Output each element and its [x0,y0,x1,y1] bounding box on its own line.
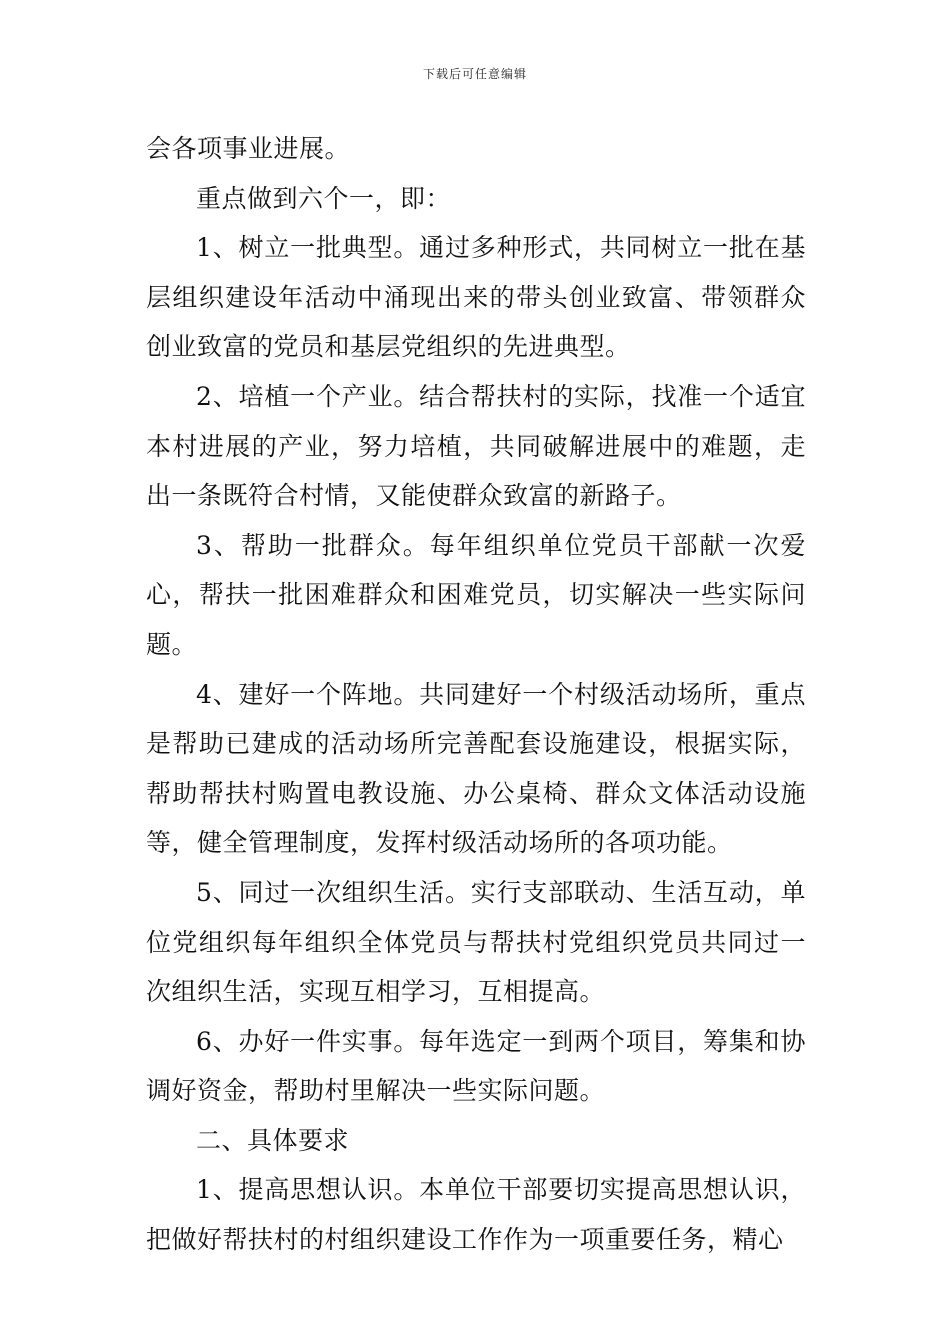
paragraph-item-2-industry: 2、培植一个产业。结合帮扶村的实际，找准一个适宜本村进展的产业，努力培植，共同破解进展中的难题，走出一条既符合村情，又能使群众致富的新路子。 [146,381,806,511]
section-heading-requirements: 二、具体要求 [196,1125,350,1155]
document-body [146,124,806,1265]
paragraph-six-ones-intro: 重点做到六个一，即： [196,183,452,213]
paragraph-item-1-models: 1、树立一批典型。通过多种形式，共同树立一批在基层组织建设年活动中涌现出来的带头创业致富、带领群众创业致富的党员和基层党组织的先进典型。 [146,233,806,362]
header-note: 下载后可任意编辑 [422,67,527,81]
paragraph-item-3-help-masses: 3、帮助一批群众。每年组织单位党员干部献一次爱心，帮扶一批困难群众和困难党员，切实解决一些实际问题。 [146,530,806,659]
paragraph-continuation: 会各项事业进展。 [146,134,351,163]
paragraph-item-6-practical-matter: 6、办好一件实事。每年选定一到两个项目，筹集和协调好资金，帮助村里解决一些实际问题。 [146,1026,806,1106]
paragraph-item-5-organization-life: 5、同过一次组织生活。实行支部联动、生活互动，单位党组织每年组织全体党员与帮扶村党组织党员共同过一次组织生活，实现互相学习，互相提高。 [146,877,806,1007]
paragraph-item-4-position: 4、建好一个阵地。共同建好一个村级活动场所，重点是帮助已建成的活动场所完善配套设施建设，根据实际，帮助帮扶村购置电教设施、办公桌椅、群众文体活动设施等，健全管理制度，发挥村级活动场所的各项功能。 [146,679,806,858]
paragraph-requirement-1: 1、提高思想认识。本单位干部要切实提高思想认识，把做好帮扶村的村组织建设工作作为一项重要任务，精心 [146,1175,806,1255]
